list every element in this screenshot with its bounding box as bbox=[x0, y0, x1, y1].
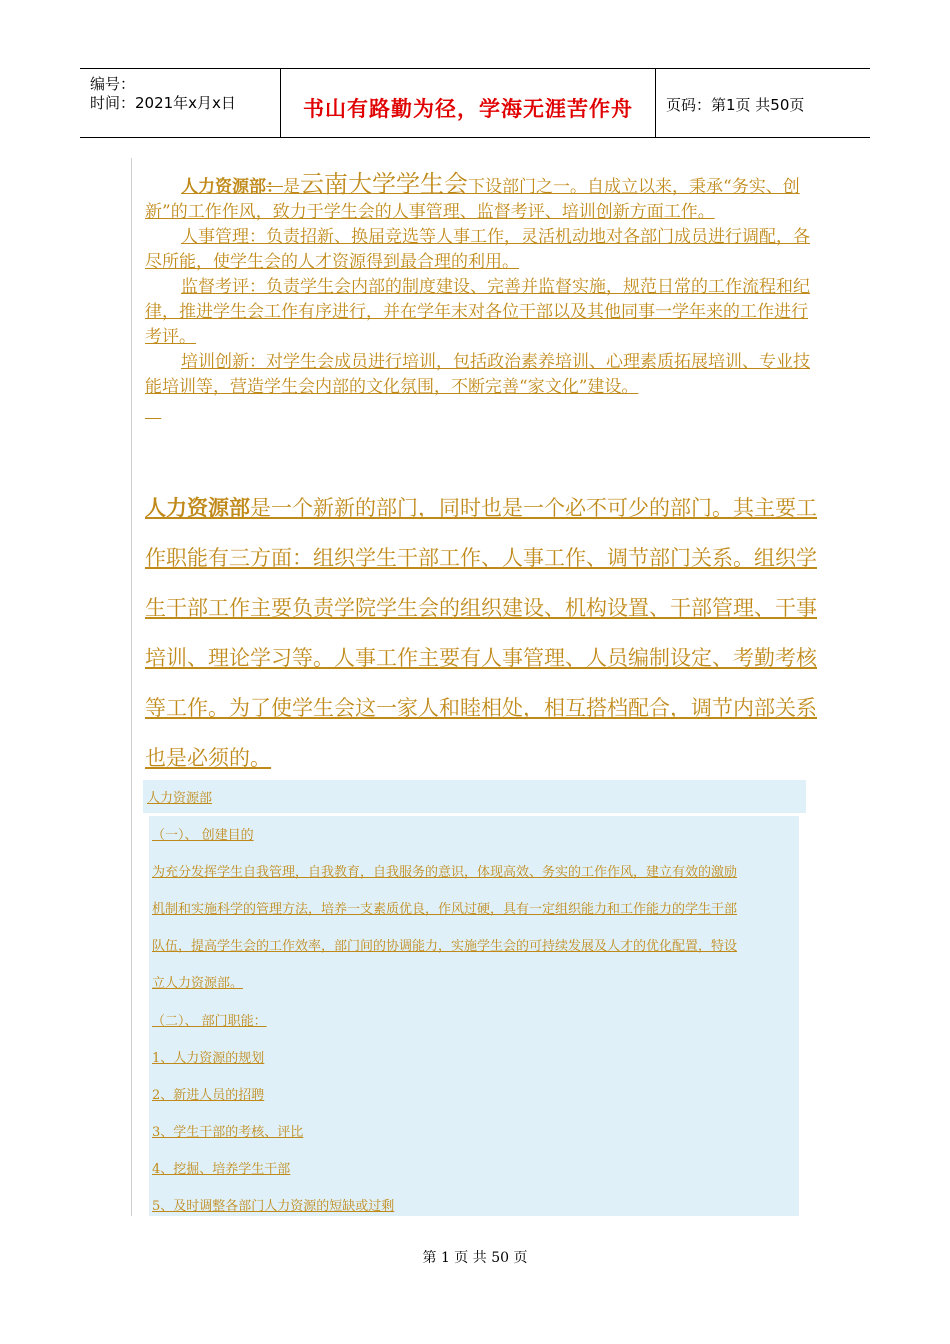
intro-paragraph bbox=[145, 172, 810, 225]
box-line: 立人力资源部。 bbox=[152, 976, 244, 991]
section2 bbox=[145, 483, 835, 783]
training-paragraph: 培训创新：对学生会成员进行培训，包括政治素养培训、心理素质拓展培训、专业技能培训等，营造学生会内部的文化氛围，不断完善“家文化”建设。 bbox=[145, 352, 810, 397]
header-center-cell bbox=[281, 69, 656, 137]
header-left-cell bbox=[80, 69, 281, 137]
box-line: 1、人力资源的规划 bbox=[152, 1051, 265, 1066]
box-title: 人力资源部 bbox=[147, 791, 213, 806]
section2-paragraph bbox=[145, 483, 835, 783]
supervision-paragraph: 监督考评：负责学生会内部的制度建设、完善并监督实施，规范日常的工作流程和纪律，推进学生会工作有序进行，并在学年末对各位干部以及其他同事一学年来的工作进行考评。 bbox=[145, 277, 810, 347]
box-content bbox=[149, 816, 799, 1216]
box-line: 2、新进人员的招聘 bbox=[152, 1088, 265, 1103]
box-line: 3、学生干部的考核、评比 bbox=[152, 1125, 304, 1140]
box-line: 机制和实施科学的管理方法，培养一支素质优良，作风过硬，具有一定组织能力和工作能力的学生干部 bbox=[152, 902, 738, 917]
box-line: 为充分发挥学生自我管理，自我教育，自我服务的意识，体现高效、务实的工作作风，建立有效的激励 bbox=[152, 865, 738, 880]
empty-line bbox=[145, 400, 810, 428]
intro-connector: 是 bbox=[283, 177, 300, 197]
motto: 书山有路勤为径，学海无涯苦作舟 bbox=[303, 97, 633, 121]
box-title-bar bbox=[143, 780, 806, 813]
page-footer: 第 1 页 共 50 页 bbox=[422, 1250, 528, 1266]
box-line: 4、挖掘、培养学生干部 bbox=[152, 1162, 291, 1177]
date-label: 时间：2021年x月x日 bbox=[90, 94, 236, 112]
intro-lead-suffix: ： bbox=[266, 177, 283, 197]
header-right-cell bbox=[656, 69, 870, 137]
page-info: 页码：第1页 共50页 bbox=[666, 96, 805, 114]
personnel-paragraph: 人事管理：负责招新、换届竞选等人事工作，灵活机动地对各部门成员进行调配，各尽所能，使学生会的人才资源得到最合理的利用。 bbox=[145, 227, 810, 272]
section2-lead: 人力资源部 bbox=[145, 496, 250, 520]
box-line: 队伍，提高学生会的工作效率，部门间的协调能力，实施学生会的可持续发展及人才的优化配置，特设 bbox=[152, 939, 738, 954]
intro-rest: 下设部门之一。自成立以来，秉承“务实、创新”的工作作风，致力于学生会的人事管理、监督考评、培训创新方面工作。 bbox=[145, 177, 800, 222]
margin-line bbox=[131, 158, 132, 1216]
box-line: （一）、 创建目的 bbox=[152, 828, 254, 843]
header-table bbox=[80, 68, 870, 138]
intro-section bbox=[145, 172, 810, 428]
section2-text: 是一个新新的部门，同时也是一个必不可少的部门。其主要工作职能有三方面：组织学生干部工作、人事工作、调节部门关系。组织学生干部工作主要负责学院学生会的组织建设、机构设置、干部管理、干事培训、理论学习等。人事工作主要有人事管理、人员编制设定、考勤考核等工作。为了使学生会这一家人和睦相处，相互搭档配合，调节内部关系也是必须的。 bbox=[145, 496, 817, 770]
org-name: 云南大学学生会 bbox=[300, 170, 468, 198]
box-line: 5、及时调整各部门人力资源的短缺或过剩 bbox=[152, 1199, 395, 1214]
intro-lead: 人力资源部 bbox=[181, 177, 266, 197]
box-line: （二）、 部门职能： bbox=[152, 1014, 267, 1029]
number-label: 编号： bbox=[90, 75, 136, 93]
